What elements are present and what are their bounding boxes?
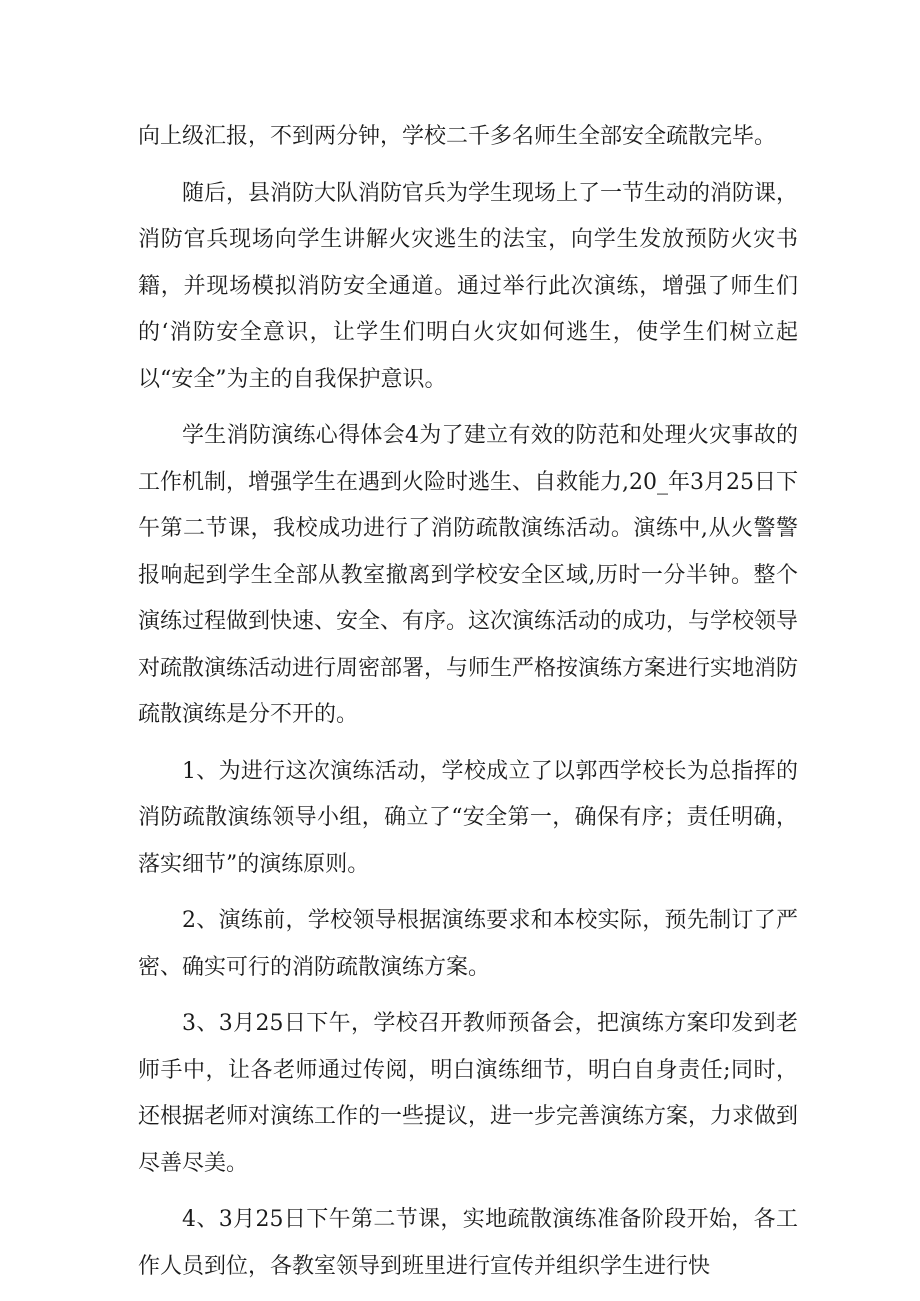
paragraph-4: 1、为进行这次演练活动，学校成立了以郭西学校长为总指挥的消防疏散演练领导小组，确立了“安全第一，确保有序；责任明确，落实细节”的演练原则。 bbox=[138, 758, 798, 877]
paragraph-5: 2、演练前，学校领导根据演练要求和本校实际，预先制订了严密、确实可行的消防疏散演练方案。 bbox=[138, 908, 798, 980]
paragraph-3: 学生消防演练心得体会4为了建立有效的防范和处理火灾事故的工作机制，增强学生在遇到火险时逃生、自救能力,20_年3月25日下午第二节课，我校成功进行了消防疏散演练活动。演练中,从火警警报响起到学生全部从教室撤离到学校安全区域,历时一分半钟。整个演练过程做到快速、安全、有序。这次演练活动的成功，与学校领导对疏散演练活动进行周密部署，与师生严格按演练方案进行实地消防疏散演练是分不开的。 bbox=[138, 423, 799, 727]
paragraph-2: 随后，县消防大队消防官兵为学生现场上了一节生动的消防课，消防官兵现场向学生讲解火灾逃生的法宝，向学生发放预防火灾书籍，并现场模拟消防安全通道。通过举行此次演练，增强了师生们的‘消防安全意识，让学生们明白火灾如何逃生，使学生们树立起以“安全”为主的自我保护意识。 bbox=[138, 180, 799, 392]
paragraph-6: 3、3月25日下午，学校召开教师预备会，把演练方案印发到老师手中，让各老师通过传阅，明白演练细节，明白自身责任;同时，还根据老师对演练工作的一些提议，进一步完善演练方案，力求做到尽善尽美。 bbox=[138, 1011, 799, 1176]
paragraph-7: 4、3月25日下午第二节课，实地疏散演练准备阶段开始，各工作人员到位，各教室领导到班里进行宣传并组织学生进行快 bbox=[138, 1207, 798, 1279]
paragraph-1: 向上级汇报，不到两分钟，学校二千多名师生全部安全疏散完毕。 bbox=[138, 124, 777, 149]
document-body bbox=[138, 114, 798, 1300]
